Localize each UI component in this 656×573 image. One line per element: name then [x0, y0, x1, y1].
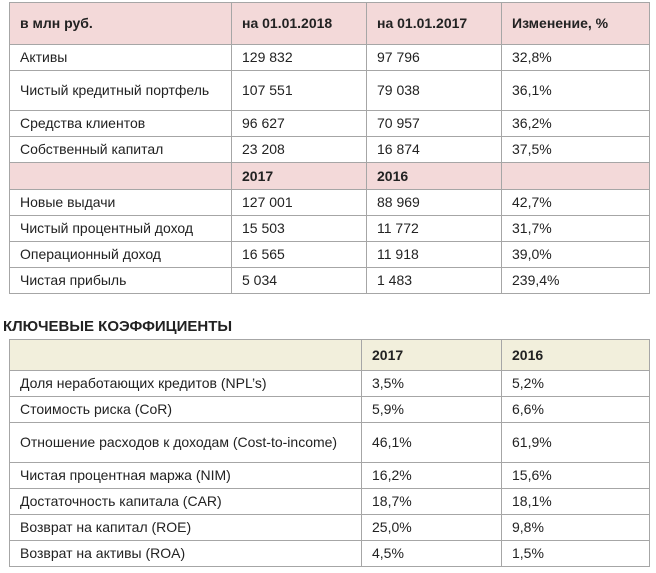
table-row: [10, 397, 650, 423]
row-value-2016: 1 483: [367, 268, 502, 294]
ratio-value-2017: 46,1%: [362, 423, 502, 463]
period-header-empty: [10, 163, 232, 190]
table-row: [10, 423, 650, 463]
period-header-empty: [502, 163, 650, 190]
row-change: 31,7%: [502, 216, 650, 242]
ratio-value-2017: 4,5%: [362, 541, 502, 567]
header-unit: в млн руб.: [10, 3, 232, 45]
row-label: Чистая прибыль: [10, 268, 232, 294]
header-date-2017: на 01.01.2017: [367, 3, 502, 45]
table-row: [10, 71, 650, 111]
ratio-value-2017: 16,2%: [362, 463, 502, 489]
row-value-2018: 96 627: [232, 111, 367, 137]
ratio-value-2016: 1,5%: [502, 541, 650, 567]
table-row: [10, 111, 650, 137]
row-change: 36,2%: [502, 111, 650, 137]
row-value-2017: 15 503: [232, 216, 367, 242]
row-value-2016: 88 969: [367, 190, 502, 216]
ratio-value-2016: 61,9%: [502, 423, 650, 463]
table-row: [10, 489, 650, 515]
financials-header-row: [10, 3, 650, 45]
ratio-label: Отношение расходов к доходам (Cost-to-income): [10, 423, 362, 463]
ratios-header-2017: 2017: [362, 340, 502, 371]
table-row: [10, 45, 650, 71]
row-value-2017: 16 565: [232, 242, 367, 268]
row-change: 39,0%: [502, 242, 650, 268]
ratio-label: Возврат на активы (ROA): [10, 541, 362, 567]
row-label: Средства клиентов: [10, 111, 232, 137]
table-row: [10, 242, 650, 268]
period-header-2016: 2016: [367, 163, 502, 190]
ratio-value-2016: 15,6%: [502, 463, 650, 489]
ratio-value-2016: 6,6%: [502, 397, 650, 423]
table-row: [10, 463, 650, 489]
row-value-2017: 16 874: [367, 137, 502, 163]
ratio-value-2016: 5,2%: [502, 371, 650, 397]
row-change: 36,1%: [502, 71, 650, 111]
row-change: 239,4%: [502, 268, 650, 294]
ratio-value-2017: 3,5%: [362, 371, 502, 397]
row-change: 42,7%: [502, 190, 650, 216]
ratios-header-empty: [10, 340, 362, 371]
ratio-label: Достаточность капитала (CAR): [10, 489, 362, 515]
ratio-value-2016: 18,1%: [502, 489, 650, 515]
row-label: Собственный капитал: [10, 137, 232, 163]
ratio-label: Возврат на капитал (ROE): [10, 515, 362, 541]
header-date-2018: на 01.01.2018: [232, 3, 367, 45]
ratio-label: Доля неработающих кредитов (NPL’s): [10, 371, 362, 397]
row-label: Чистый кредитный портфель: [10, 71, 232, 111]
period-header-row: [10, 163, 650, 190]
ratio-value-2016: 9,8%: [502, 515, 650, 541]
table-row: [10, 541, 650, 567]
row-value-2017: 79 038: [367, 71, 502, 111]
table-row: [10, 371, 650, 397]
row-label: Операционный доход: [10, 242, 232, 268]
row-value-2017: 97 796: [367, 45, 502, 71]
ratio-value-2017: 25,0%: [362, 515, 502, 541]
row-label: Новые выдачи: [10, 190, 232, 216]
row-value-2017: 5 034: [232, 268, 367, 294]
financials-table: [9, 2, 650, 294]
period-header-2017: 2017: [232, 163, 367, 190]
row-value-2018: 129 832: [232, 45, 367, 71]
ratios-header-row: [10, 340, 650, 371]
table-row: [10, 216, 650, 242]
row-value-2017: 127 001: [232, 190, 367, 216]
header-change: Изменение, %: [502, 3, 650, 45]
table-row: [10, 268, 650, 294]
row-value-2018: 23 208: [232, 137, 367, 163]
row-label: Активы: [10, 45, 232, 71]
row-change: 32,8%: [502, 45, 650, 71]
ratio-label: Стоимость риска (CoR): [10, 397, 362, 423]
table-row: [10, 515, 650, 541]
row-change: 37,5%: [502, 137, 650, 163]
table-row: [10, 190, 650, 216]
row-value-2018: 107 551: [232, 71, 367, 111]
row-label: Чистый процентный доход: [10, 216, 232, 242]
row-value-2016: 11 772: [367, 216, 502, 242]
ratios-header-2016: 2016: [502, 340, 650, 371]
ratio-label: Чистая процентная маржа (NIM): [10, 463, 362, 489]
ratio-value-2017: 18,7%: [362, 489, 502, 515]
row-value-2017: 70 957: [367, 111, 502, 137]
row-value-2016: 11 918: [367, 242, 502, 268]
ratios-table: [9, 339, 650, 567]
ratios-section-title: КЛЮЧЕВЫЕ КОЭФФИЦИЕНТЫ: [3, 318, 233, 335]
table-row: [10, 137, 650, 163]
ratio-value-2017: 5,9%: [362, 397, 502, 423]
